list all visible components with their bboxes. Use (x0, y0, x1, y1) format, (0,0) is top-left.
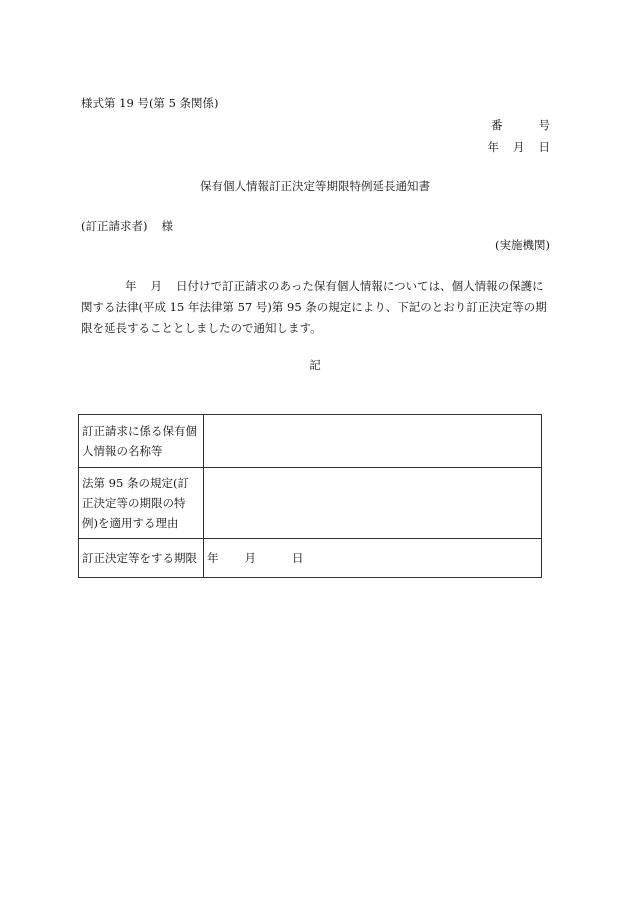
notice-body (81, 276, 551, 339)
table-row (79, 468, 542, 539)
reference-date-day: 日 (538, 140, 550, 154)
row-label-reason: 法第 95 条の規定(訂正決定等の期限の特例)を適用する理由 (79, 468, 204, 539)
deadline-day: 日 (292, 551, 304, 565)
row-label-deadline: 訂正決定等をする期限 (79, 539, 204, 578)
reference-date-year: 年 (487, 140, 499, 154)
table-row (79, 415, 542, 468)
reference-number-char1: 番 (491, 118, 503, 132)
addressee-honorific: 様 (161, 219, 173, 233)
body-year: 年 (125, 279, 137, 293)
row-value-reason[interactable] (204, 468, 542, 539)
ki-heading: 記 (309, 358, 321, 372)
issuer: (実施機関) (495, 238, 550, 252)
deadline-month: 月 (244, 551, 256, 565)
addressee-label: (訂正請求者) (81, 219, 148, 233)
deadline-year: 年 (207, 551, 219, 565)
reference-block (488, 117, 551, 161)
detail-table (78, 414, 542, 578)
table-row (79, 539, 542, 578)
row-value-info-name[interactable] (204, 415, 542, 468)
document-title: 保有個人情報訂正決定等期限特例延長通知書 (200, 179, 430, 193)
reference-number-char2: 号 (538, 118, 550, 132)
row-value-deadline[interactable] (204, 539, 542, 578)
body-text: 日付けで訂正請求のあった保有個人情報については、個人情報の保護に関する法律(平成 15 年法律第 57 号)第 95 条の規定により、下記のとおり訂正決定等の期限を延長することとしましたので通知します。 (81, 279, 547, 335)
reference-number-line (488, 117, 551, 139)
addressee (81, 218, 173, 234)
row-label-info-name: 訂正請求に係る保有個人情報の名称等 (79, 415, 204, 468)
reference-date-month: 月 (513, 140, 525, 154)
form-number: 様式第 19 号(第 5 条関係) (81, 96, 219, 110)
reference-date-line (488, 139, 551, 161)
body-month: 月 (150, 279, 162, 293)
